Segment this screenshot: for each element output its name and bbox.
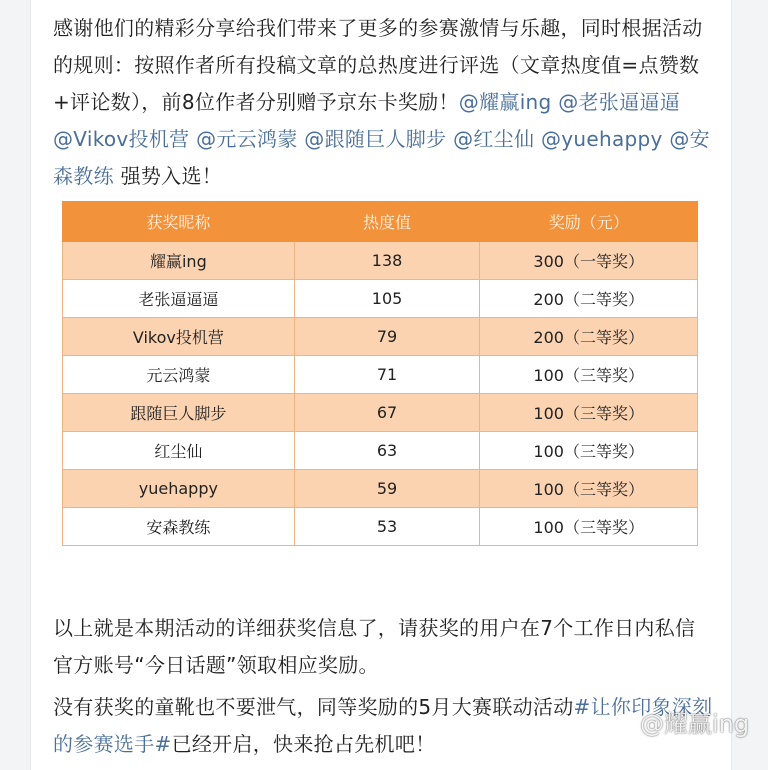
claim-paragraph: 以上就是本期活动的详细获奖信息了，请获奖的用户在7个工作日内私信官方账号“今日话题”领取相应奖励。 (53, 616, 696, 677)
cell-reward: 300（一等奖） (480, 242, 698, 280)
intro-text: 感谢他们的精彩分享给我们带来了更多的参赛激情与乐趣，同时根据活动的规则：按照作者所有投稿文章的总热度进行评选（文章热度值=点赞数+评论数），前8位作者分别赠予京东卡奖励！ (53, 16, 703, 114)
cell-reward: 200（二等奖） (480, 280, 698, 318)
cell-heat: 71 (294, 356, 480, 394)
cell-nickname: 红尘仙 (63, 432, 295, 470)
cell-nickname: 安森教练 (63, 508, 295, 546)
cell-reward: 100（三等奖） (480, 470, 698, 508)
mention-link[interactable]: @耀赢ing (458, 90, 552, 114)
mention-link[interactable]: @元云鸿蒙 (196, 127, 298, 151)
mention-link[interactable]: @安森教练 (53, 127, 710, 188)
next-event-suffix: 已经开启，快来抢占先机吧！ (171, 732, 436, 756)
mention-link[interactable]: @yuehappy (540, 127, 663, 151)
cell-nickname: 耀赢ing (63, 242, 295, 280)
cell-reward: 100（三等奖） (480, 432, 698, 470)
cell-heat: 79 (294, 318, 480, 356)
table-row (63, 508, 698, 546)
next-event-text: 没有获奖的童靴也不要泄气，同等奖励的5月大赛联动活动 (53, 695, 574, 719)
table-row (63, 470, 698, 508)
table-row (63, 356, 698, 394)
header-heat: 热度值 (294, 202, 480, 242)
mention-link[interactable]: @跟随巨人脚步 (304, 127, 447, 151)
table-row (63, 394, 698, 432)
cell-heat: 67 (294, 394, 480, 432)
weibo-watermark (614, 704, 749, 739)
weibo-icon (614, 709, 636, 734)
table-row (63, 242, 698, 280)
cell-heat: 105 (294, 280, 480, 318)
intro-paragraph (53, 10, 713, 195)
mention-link[interactable]: @老张逼逼逼 (558, 90, 681, 114)
cell-heat: 59 (294, 470, 480, 508)
intro-suffix: 强势入选！ (113, 164, 223, 188)
table-row (63, 280, 698, 318)
cell-heat: 63 (294, 432, 480, 470)
table-row (63, 318, 698, 356)
cell-reward: 100（三等奖） (480, 356, 698, 394)
cell-reward: 100（三等奖） (480, 508, 698, 546)
cell-nickname: 跟随巨人脚步 (63, 394, 295, 432)
cell-heat: 53 (294, 508, 480, 546)
cell-reward: 100（三等奖） (480, 394, 698, 432)
awards-table (62, 201, 698, 546)
header-nickname: 获奖昵称 (63, 202, 295, 242)
cell-nickname: yuehappy (63, 470, 295, 508)
cell-nickname: 元云鸿蒙 (63, 356, 295, 394)
cell-reward: 200（二等奖） (480, 318, 698, 356)
watermark-text: @耀赢ing (640, 710, 750, 738)
table-header-row (63, 202, 698, 242)
header-reward: 奖励（元） (480, 202, 698, 242)
cell-nickname: Vikov投机营 (63, 318, 295, 356)
hashtag-link[interactable]: #让你印象深刻的参赛选手# (53, 695, 713, 756)
cell-nickname: 老张逼逼逼 (63, 280, 295, 318)
mention-link[interactable]: @红尘仙 (453, 127, 535, 151)
mention-link[interactable]: @Vikov投机营 (53, 127, 190, 151)
article-page (30, 0, 732, 770)
table-row (63, 432, 698, 470)
cell-heat: 138 (294, 242, 480, 280)
